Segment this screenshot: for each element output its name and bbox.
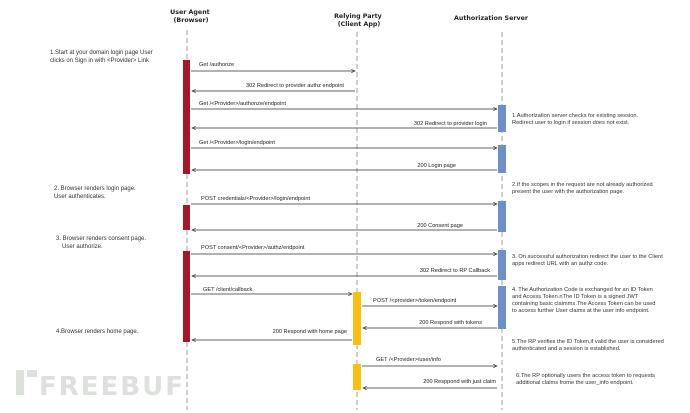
user-agent-activation-3 xyxy=(183,251,190,342)
user-agent-header xyxy=(170,9,212,24)
user-agent-subtitle: (Browser) xyxy=(173,17,209,24)
message-1 xyxy=(191,62,355,71)
auth-server-activation-5 xyxy=(498,286,506,329)
message-3-label: Get /<Provider>/authonze/endpoint xyxy=(199,101,287,107)
message-3 xyxy=(191,101,497,109)
message-4-label: 302 Redirect to provider login xyxy=(413,121,487,127)
message-9 xyxy=(191,245,497,254)
auth-server-activation-3 xyxy=(498,201,506,232)
message-15-label: GET /<Provider>/user/info xyxy=(376,357,441,363)
message-10 xyxy=(192,268,497,276)
note-1: 1.Authorization server checks for existing session. Redirect user to login if session does not exist. xyxy=(512,113,639,126)
note-6: 6.The RP optionally users the access token to requests additional claims frome the user_info endpoint. xyxy=(516,373,655,386)
note-3: 3. On successful authorization redirect the user to the Client apps redirect URL with an authz code. xyxy=(512,254,663,267)
watermark-bar-short xyxy=(27,370,37,377)
message-14-label: 200 Respond with home page xyxy=(272,329,347,335)
step-1-text: 1.Start at your domain login page User clicks on Sign in with <Provider> Link xyxy=(50,50,153,64)
relying-party-header xyxy=(334,13,384,28)
auth-server-activation-2 xyxy=(498,145,506,173)
message-2-label: 302 Redirect to provider authz endpoint xyxy=(246,83,344,89)
auth-server-activation-1 xyxy=(498,105,506,132)
message-4 xyxy=(192,121,497,128)
message-11 xyxy=(191,287,352,294)
message-11-label: GET /client/callback xyxy=(203,287,253,293)
message-7-label: POST credentials/<Provider>/login/endpoint xyxy=(201,196,311,202)
message-15 xyxy=(362,357,497,366)
message-16-label: 200 Resppond with just claim xyxy=(423,379,496,385)
message-16 xyxy=(363,379,497,388)
user-agent-title: User Agent xyxy=(170,9,210,16)
watermark-bar-tall xyxy=(16,370,24,395)
message-8-label: 200 Consent page xyxy=(417,223,463,229)
message-5-label: Get /<Provider>/login/endpoint xyxy=(199,140,275,146)
note-4: 4. The Authorization Code is exchanged for an ID Token and Access Token.nThe ID Token is a signed JWT containing basic claimms.The Access Token can be used to access further User claims at the user info endpoint. xyxy=(512,287,656,314)
message-14 xyxy=(192,329,352,340)
message-5 xyxy=(191,140,497,148)
message-6-label: 200 Login page xyxy=(417,163,456,169)
message-8 xyxy=(192,223,497,230)
message-12 xyxy=(362,298,497,306)
message-10-label: 302 Redirect to RP Callback xyxy=(419,268,490,274)
user-agent-activation-1 xyxy=(183,60,190,174)
watermark-text: FREEBUF xyxy=(39,372,185,402)
step-2-text: 2. Browser renders login page. User authenticates. xyxy=(54,186,136,200)
note-2: 2.If the scopes in the request are not already authorized present the user with the authorization page. xyxy=(512,182,653,195)
relying-party-title: Relying Party xyxy=(334,13,382,20)
step-4-text: 4.Browser renders home page. xyxy=(56,329,139,335)
auth-server-title: Authorization Server xyxy=(454,15,528,22)
message-6 xyxy=(192,163,497,170)
message-1-label: Get /authonze xyxy=(199,62,235,68)
message-7 xyxy=(191,196,497,204)
relying-party-activation-2 xyxy=(353,364,361,390)
message-12-label: POST /<provider>/token/endpoint xyxy=(373,298,457,304)
auth-server-activation-4 xyxy=(498,250,506,280)
relying-party-subtitle: (Client App) xyxy=(337,21,381,28)
message-2 xyxy=(192,83,355,91)
freebuf-watermark xyxy=(16,370,185,402)
relying-party-activation-1 xyxy=(353,292,361,345)
step-3-text: 3. Browser renders consent page. User authorize. xyxy=(56,236,147,250)
message-9-label: POST consent/<Provider>/authz/endpoint xyxy=(201,245,305,251)
message-13 xyxy=(363,320,497,328)
note-5: 5.The RP verifies the ID Token,if valid the user is considered authenticated and a session is established. xyxy=(512,339,664,352)
message-13-label: 200 Respond with tokens xyxy=(419,320,482,326)
auth-server-header xyxy=(454,15,529,22)
user-agent-activation-2 xyxy=(183,205,190,230)
